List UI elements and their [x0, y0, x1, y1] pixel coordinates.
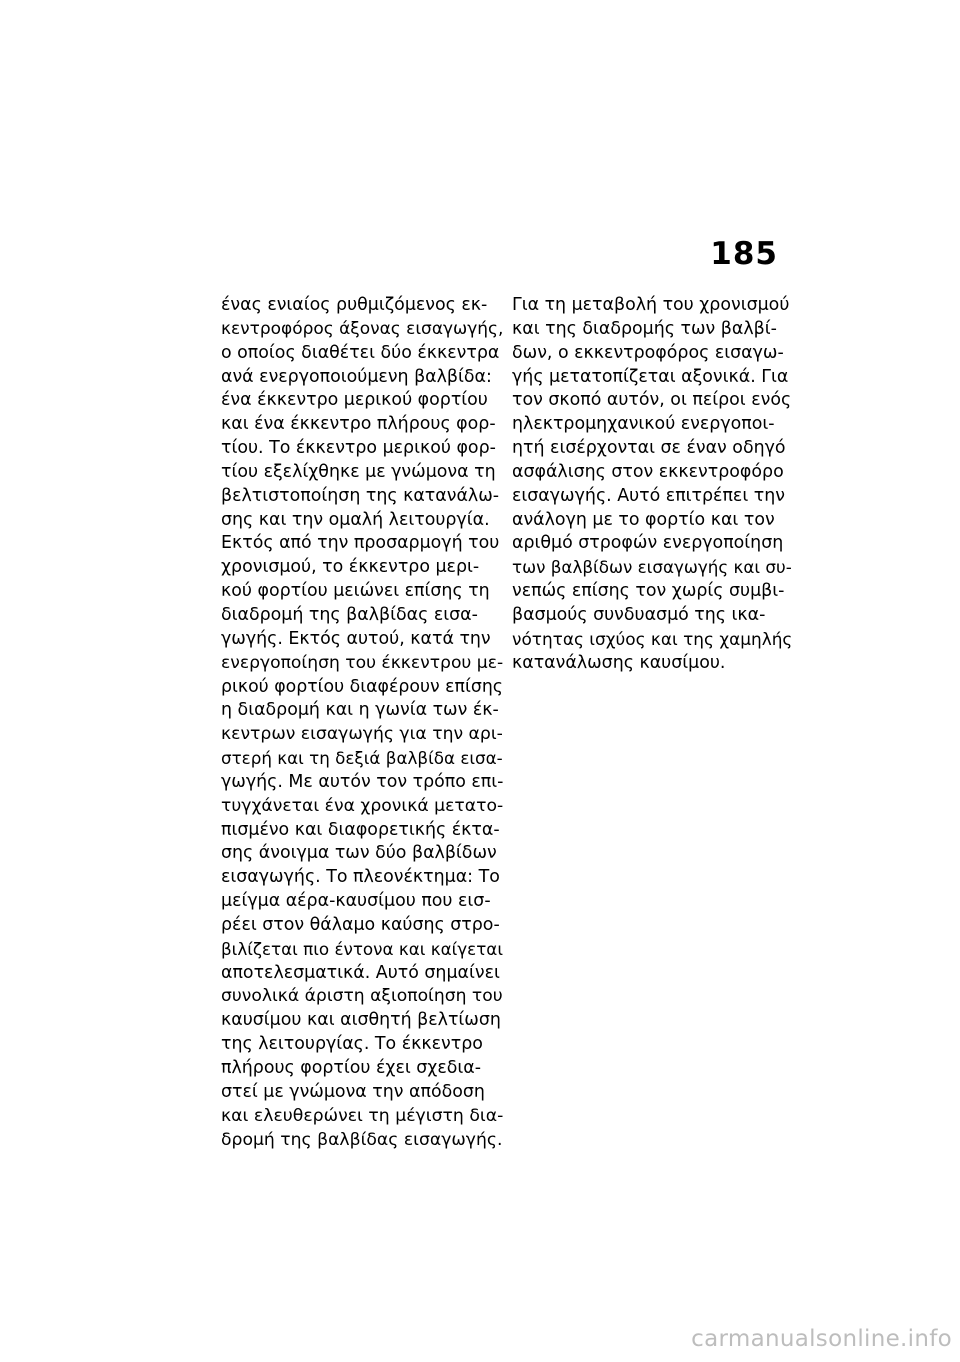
text-line: γωγής. Με αυτόν τον τρόπο επι-	[221, 771, 504, 792]
text-line: βασμούς συνδυασμό της ικα-	[512, 604, 766, 625]
text-line: ένας ενιαίος ρυθμιζόμενος εκ-	[221, 295, 488, 315]
text-line: και ένα έκκεντρο πλήρους φορ-	[221, 414, 496, 435]
text-line: της λειτουργίας. Το έκκεντρο	[221, 1034, 483, 1055]
text-line: δων, ο εκκεντροφόρος εισαγω-	[512, 342, 784, 363]
text-line: αριθμό στροφών ενεργοποίηση	[512, 533, 784, 554]
text-line: και της διαδρομής των βαλβί-	[512, 318, 777, 339]
text-line: χρονισμού, το έκκεντρο μερι-	[221, 557, 480, 578]
text-line: σης και την ομαλή λειτουργία.	[221, 509, 490, 530]
text-line: καυσίμου και αισθητή βελτίωση	[221, 1010, 501, 1031]
text-line: ρικού φορτίου διαφέρουν επίσης	[221, 676, 503, 697]
watermark: carmanualsonline.info	[691, 1326, 952, 1352]
text-line: ασφάλισης στον εκκεντροφόρο	[512, 461, 784, 482]
text-line: εισαγωγής. Αυτό επιτρέπει την	[512, 485, 785, 506]
text-line: τίου εξελίχθηκε με γνώμονα τη	[221, 461, 496, 482]
text-line: ρέει στον θάλαμο καύσης στρο-	[221, 914, 500, 935]
text-line: στεί με γνώμονα την απόδοση	[221, 1081, 485, 1102]
text-line: διαδρομή της βαλβίδας εισα-	[221, 604, 478, 625]
text-line: ανά ενεργοποιούμενη βαλβίδα:	[221, 366, 492, 387]
text-line: ένα έκκεντρο μερικού φορτίου	[221, 390, 488, 411]
text-line: δρομή της βαλβίδας εισαγωγής.	[221, 1129, 503, 1150]
text-line: γής μετατοπίζεται αξονικά. Για	[512, 366, 789, 387]
text-line: τίου. Το έκκεντρο μερικού φορ-	[221, 438, 496, 459]
text-line: μείγμα αέρα-καυσίμου που εισ-	[221, 891, 491, 912]
text-line: τον σκοπό αυτόν, οι πείροι ενός	[512, 390, 792, 411]
text-line: Εκτός από την προσαρμογή του	[221, 533, 500, 554]
text-line: ηλεκτρομηχανικού ενεργοποι-	[512, 414, 775, 435]
right-text-column	[512, 294, 792, 676]
text-line: βιλίζεται πιο έντονα και καίγεται	[221, 938, 503, 959]
left-text-column	[221, 294, 503, 1152]
text-line: ενεργοποίηση του έκκεντρου με-	[221, 652, 504, 673]
text-line: και ελευθερώνει τη μέγιστη δια-	[221, 1105, 504, 1126]
text-line: πισμένο και διαφορετικής έκτα-	[221, 819, 500, 840]
text-line: εισαγωγής. Το πλεονέκτημα: Το	[221, 867, 500, 888]
text-line: πλήρους φορτίου έχει σχεδια-	[221, 1058, 481, 1078]
text-line: γωγής. Εκτός αυτού, κατά την	[221, 628, 491, 649]
text-line: σης άνοιγμα των δύο βαλβίδων	[221, 843, 497, 864]
text-line: κού φορτίου μειώνει επίσης τη	[221, 581, 490, 602]
page-number: 185	[710, 236, 778, 272]
text-line: συνολικά άριστη αξιοποίηση του	[221, 986, 503, 1007]
text-line: Για τη μεταβολή του χρονισμού	[512, 295, 790, 315]
text-line: ανάλογη με το φορτίο και τον	[512, 509, 775, 530]
text-line: τυγχάνεται ένα χρονικά μετατο-	[221, 795, 504, 816]
text-line: αποτελεσματικά. Αυτό σημαίνει	[221, 962, 500, 983]
text-line: κατανάλωσης καυσίμου.	[512, 652, 726, 673]
text-line: στερή και τη δεξιά βαλβίδα εισα-	[221, 748, 503, 769]
text-line: ητή εισέρχονται σε έναν οδηγό	[512, 438, 786, 459]
text-line: κεντροφόρος άξονας εισαγωγής,	[221, 318, 504, 339]
text-line: νεπώς επίσης τον χωρίς συμβι-	[512, 581, 785, 602]
text-line: κεντρων εισαγωγής για την αρι-	[221, 724, 503, 745]
text-line: νότητας ισχύος και της χαμηλής	[512, 628, 793, 649]
text-line: βελτιστοποίηση της κατανάλω-	[221, 485, 500, 506]
text-line: ο οποίος διαθέτει δύο έκκεντρα	[221, 342, 500, 363]
text-line: η διαδρομή και η γωνία των έκ-	[221, 700, 499, 721]
text-line: των βαλβίδων εισαγωγής και συ-	[512, 557, 792, 578]
